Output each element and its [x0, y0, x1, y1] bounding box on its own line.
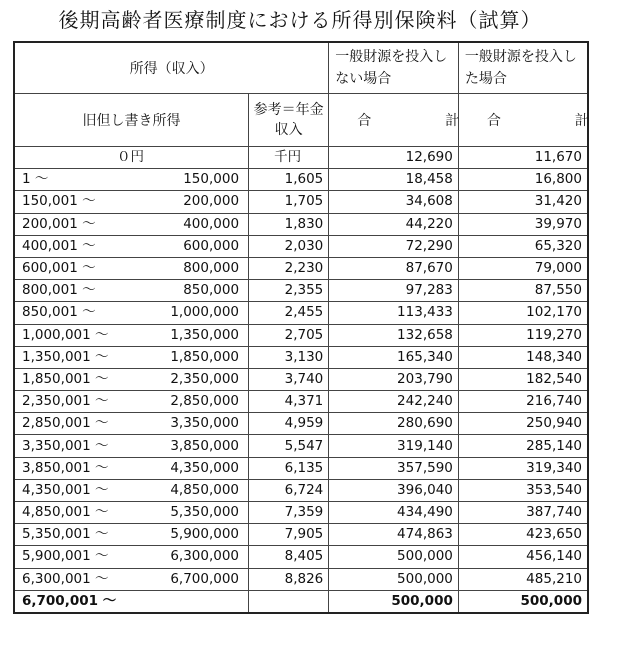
income-upper-bound: 600,000 — [183, 237, 240, 254]
table-body — [14, 147, 588, 613]
premium-with-input-cell: 102,170 — [458, 302, 588, 324]
income-lower-bound: 200,001 ～ — [22, 215, 96, 232]
premium-no-input-cell: 132,658 — [329, 324, 459, 346]
income-lower-bound: 1,000,001 ～ — [22, 326, 109, 343]
pension-reference-cell: 3,740 — [249, 368, 329, 390]
pension-reference-cell: 7,905 — [249, 524, 329, 546]
income-range-cell — [14, 546, 249, 568]
pension-reference-cell: 6,135 — [249, 457, 329, 479]
pension-reference-cell: 2,355 — [249, 280, 329, 302]
pension-reference-cell: 千円 — [249, 147, 329, 169]
premium-with-input-cell: 11,670 — [458, 147, 588, 169]
premium-no-input-cell: 357,590 — [329, 457, 459, 479]
table-row — [14, 413, 588, 435]
header-row-2 — [14, 94, 588, 147]
income-upper-bound: 200,000 — [183, 193, 240, 210]
income-upper-bound: 2,350,000 — [170, 370, 240, 387]
pension-reference-cell: 1,705 — [249, 191, 329, 213]
table-row — [14, 457, 588, 479]
premium-with-input-cell: 423,650 — [458, 524, 588, 546]
premium-with-input-cell: 387,740 — [458, 502, 588, 524]
pension-reference-cell: 4,959 — [249, 413, 329, 435]
premium-with-input-cell: 148,340 — [458, 346, 588, 368]
income-upper-bound: 6,700,000 — [170, 570, 240, 587]
income-upper-bound: 4,350,000 — [170, 459, 240, 476]
income-upper-bound: 6,300,000 — [170, 548, 240, 565]
premium-no-input-cell: 319,140 — [329, 435, 459, 457]
income-range-cell — [14, 391, 249, 413]
income-range-cell — [14, 324, 249, 346]
premium-no-input-cell: 280,690 — [329, 413, 459, 435]
income-range-cell — [14, 368, 249, 390]
income-upper-bound: 400,000 — [183, 215, 240, 232]
income-range-cell — [14, 280, 249, 302]
income-range-cell — [14, 302, 249, 324]
premium-with-input-cell: 353,540 — [458, 479, 588, 501]
premium-no-input-cell: 474,863 — [329, 524, 459, 546]
income-lower-bound: 1,850,001 ～ — [22, 370, 109, 387]
income-range-cell — [14, 213, 249, 235]
header-income-group: 所得（収入） — [14, 42, 329, 94]
income-lower-bound: 850,001 ～ — [22, 304, 96, 321]
pension-reference-cell: 2,705 — [249, 324, 329, 346]
header-no-general-funds: 一般財源を投入しない場合 — [329, 42, 459, 94]
premium-no-input-cell: 500,000 — [329, 546, 459, 568]
premium-no-input-cell: 18,458 — [329, 169, 459, 191]
pension-reference-cell: 4,371 — [249, 391, 329, 413]
income-upper-bound: 1,350,000 — [170, 326, 240, 343]
premium-no-input-cell: 396,040 — [329, 479, 459, 501]
premium-no-input-cell: 44,220 — [329, 213, 459, 235]
income-lower-bound: 5,900,001 ～ — [22, 548, 109, 565]
premium-no-input-cell: 434,490 — [329, 502, 459, 524]
premium-no-input-cell: 500,000 — [329, 590, 459, 613]
income-lower-bound: 1 ～ — [22, 171, 49, 188]
premium-with-input-cell: 182,540 — [458, 368, 588, 390]
premium-with-input-cell: 65,320 — [458, 235, 588, 257]
premium-with-input-cell: 16,800 — [458, 169, 588, 191]
premium-with-input-cell: 119,270 — [458, 324, 588, 346]
premium-with-input-cell: 87,550 — [458, 280, 588, 302]
income-range-cell — [14, 524, 249, 546]
premium-with-input-cell: 216,740 — [458, 391, 588, 413]
table-row — [14, 346, 588, 368]
header-old-proviso-income: 旧但し書き所得 — [14, 94, 249, 147]
income-lower-bound: 150,001 ～ — [22, 193, 96, 210]
premium-no-input-cell: 113,433 — [329, 302, 459, 324]
premium-no-input-cell: 72,290 — [329, 235, 459, 257]
income-range-cell — [14, 457, 249, 479]
pension-reference-cell: 1,605 — [249, 169, 329, 191]
premium-with-input-cell: 456,140 — [458, 546, 588, 568]
header-row-1 — [14, 42, 588, 94]
premium-with-input-cell: 39,970 — [458, 213, 588, 235]
table-row — [14, 280, 588, 302]
table-row — [14, 479, 588, 501]
pension-reference-cell: 8,826 — [249, 568, 329, 590]
income-upper-bound: 150,000 — [183, 171, 240, 188]
table-row — [14, 324, 588, 346]
income-upper-bound: 1,850,000 — [170, 348, 240, 365]
table-row — [14, 546, 588, 568]
income-upper-bound: 3,850,000 — [170, 437, 240, 454]
income-upper-bound: 850,000 — [183, 282, 240, 299]
income-upper-bound: 3,350,000 — [170, 415, 240, 432]
income-lower-bound: 800,001 ～ — [22, 282, 96, 299]
table-row — [14, 568, 588, 590]
table-row — [14, 302, 588, 324]
header-total-with-input: 合 計 — [458, 94, 588, 147]
pension-reference-cell: 3,130 — [249, 346, 329, 368]
premium-no-input-cell: 12,690 — [329, 147, 459, 169]
income-range-cell — [14, 413, 249, 435]
income-range-cell — [14, 568, 249, 590]
income-upper-bound: 800,000 — [183, 260, 240, 277]
income-range-cell — [14, 169, 249, 191]
income-lower-bound: 1,350,001 ～ — [22, 348, 109, 365]
table-row — [14, 435, 588, 457]
pension-reference-cell — [249, 590, 329, 613]
pension-reference-cell: 8,405 — [249, 546, 329, 568]
premium-with-input-cell: 79,000 — [458, 257, 588, 279]
table-row — [14, 590, 588, 613]
premium-with-input-cell: 500,000 — [458, 590, 588, 613]
income-range-cell — [14, 257, 249, 279]
premium-with-input-cell: 285,140 — [458, 435, 588, 457]
income-lower-bound: 4,350,001 ～ — [22, 481, 109, 498]
income-range-cell — [14, 235, 249, 257]
income-lower-bound: 2,350,001 ～ — [22, 393, 109, 410]
table-row — [14, 502, 588, 524]
income-range-cell — [14, 191, 249, 213]
header-pension-reference: 参考＝年金収入 — [249, 94, 329, 147]
income-lower-bound: 6,300,001 ～ — [22, 570, 109, 587]
income-lower-bound: 3,350,001 ～ — [22, 437, 109, 454]
premium-with-input-cell: 250,940 — [458, 413, 588, 435]
pension-reference-cell: 6,724 — [249, 479, 329, 501]
income-lower-bound: 5,350,001 ～ — [22, 526, 109, 543]
pension-reference-cell: 1,830 — [249, 213, 329, 235]
premium-no-input-cell: 34,608 — [329, 191, 459, 213]
table-row — [14, 147, 588, 169]
income-lower-bound: 2,850,001 ～ — [22, 415, 109, 432]
income-upper-bound: 1,000,000 — [170, 304, 240, 321]
premium-no-input-cell: 203,790 — [329, 368, 459, 390]
header-with-general-funds: 一般財源を投入した場合 — [458, 42, 588, 94]
premium-table — [13, 41, 619, 614]
pension-reference-cell: 2,455 — [249, 302, 329, 324]
income-range-cell — [14, 147, 249, 169]
pension-reference-cell: 2,030 — [249, 235, 329, 257]
table-row — [14, 524, 588, 546]
pension-reference-cell: 2,230 — [249, 257, 329, 279]
premium-no-input-cell: 242,240 — [329, 391, 459, 413]
table-row — [14, 169, 588, 191]
pension-reference-cell: 7,359 — [249, 502, 329, 524]
premium-with-input-cell: 31,420 — [458, 191, 588, 213]
table-row — [14, 235, 588, 257]
premium-with-input-cell: 485,210 — [458, 568, 588, 590]
premium-no-input-cell: 165,340 — [329, 346, 459, 368]
income-lower-bound: ０円 — [117, 149, 145, 166]
document-title: 後期高齢者医療制度における所得別保険料（試算） — [58, 8, 542, 32]
header-total-no-input: 合 計 — [329, 94, 459, 147]
table-row — [14, 368, 588, 390]
income-upper-bound: 2,850,000 — [170, 393, 240, 410]
premium-with-input-cell: 319,340 — [458, 457, 588, 479]
income-lower-bound: 600,001 ～ — [22, 260, 96, 277]
premium-no-input-cell: 97,283 — [329, 280, 459, 302]
table-row — [14, 391, 588, 413]
income-lower-bound: 400,001 ～ — [22, 237, 96, 254]
income-upper-bound: 5,900,000 — [170, 526, 240, 543]
table-row — [14, 257, 588, 279]
premium-no-input-cell: 87,670 — [329, 257, 459, 279]
income-lower-bound: 4,850,001 ～ — [22, 504, 109, 521]
premium-no-input-cell: 500,000 — [329, 568, 459, 590]
income-range-cell — [14, 502, 249, 524]
income-range-cell — [14, 479, 249, 501]
income-upper-bound: 5,350,000 — [170, 504, 240, 521]
income-range-cell — [14, 435, 249, 457]
pension-reference-cell: 5,547 — [249, 435, 329, 457]
income-range-cell — [14, 346, 249, 368]
income-lower-bound: 3,850,001 ～ — [22, 459, 109, 476]
table-row — [14, 213, 588, 235]
income-range-cell — [14, 590, 249, 613]
income-upper-bound: 4,850,000 — [170, 481, 240, 498]
income-lower-bound: 6,700,001 ～ — [22, 592, 117, 609]
table-row — [14, 191, 588, 213]
